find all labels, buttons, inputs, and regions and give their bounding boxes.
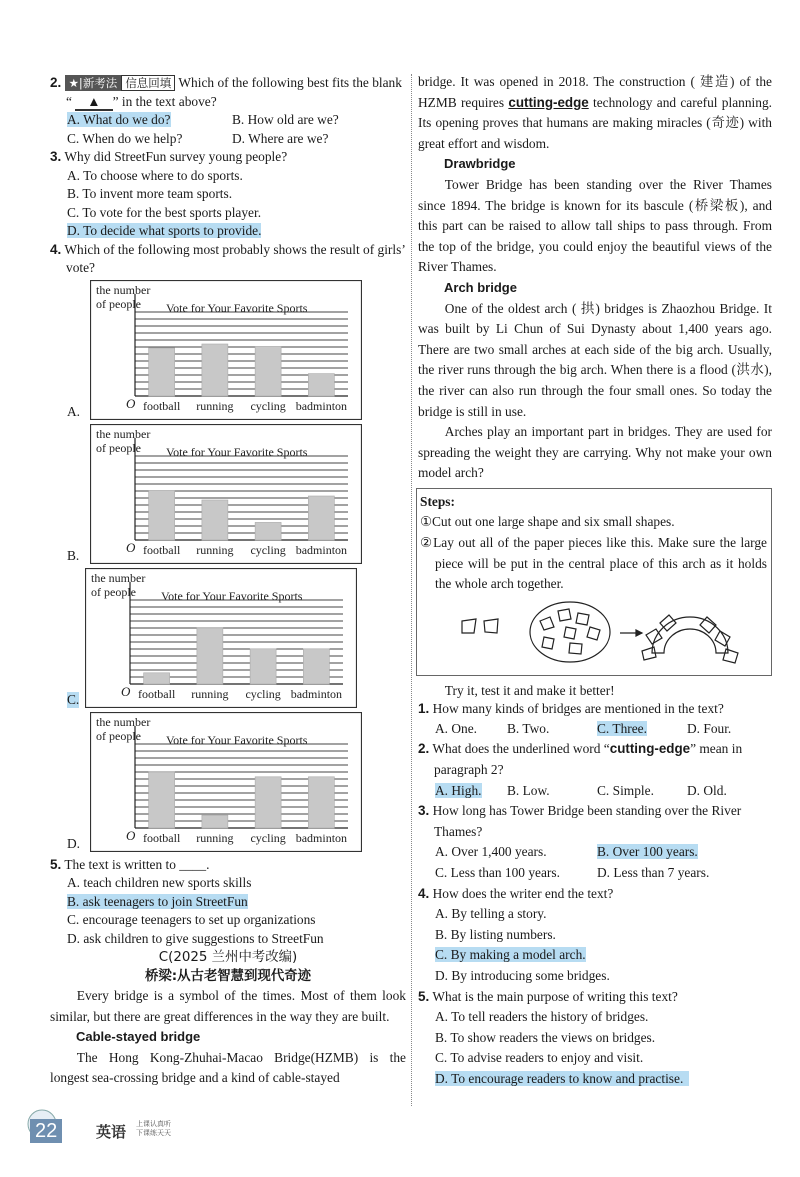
q2-options-row1: [50, 111, 406, 130]
option-a[interactable]: A. What do we do?: [67, 112, 171, 127]
paragraph-1: Every bridge is a symbol of the times. Most of them look similar, but there are great differences in the way they are built.: [50, 988, 406, 1024]
paragraph-4: One of the oldest arch ( 拱) bridges is Zhaozhou Bridge. It was built by Li Chun of Sui Dynasty about 1,400 years ago. There are two small arches at each side of the big arch. Usually, the river runs through the big arch. When there is a flood (洪水), the river can also run through the four small ones. So today the bridge is still in use.: [418, 300, 772, 419]
bar-football: [149, 490, 175, 540]
option-a[interactable]: A. To choose where to do sports.: [67, 167, 243, 183]
q3-options-row1: [418, 842, 772, 863]
steps-title: Steps:: [420, 493, 455, 509]
paragraph-5: Arches play an important part in bridges. They are used for spreading the weight they are carrying. Why not make your own model arch?: [418, 424, 772, 481]
blank-marker: ▲: [75, 94, 112, 111]
chart-letter: D.: [67, 835, 81, 851]
bar-cycling: [250, 648, 276, 683]
x-tick-label: cycling: [245, 686, 281, 701]
option-c[interactable]: C. Less than 100 years.: [435, 865, 560, 880]
bar-chart: [85, 568, 357, 708]
option-b[interactable]: B. Low.: [507, 782, 550, 798]
q2-options-row2: [50, 130, 406, 149]
bar-badminton: [308, 496, 334, 540]
paragraph-3: Tower Bridge has been standing over the River Thames since 1894. The bridge is known for its bascule (桥梁板), and this part can be raised to allow tall ships to pass through. From the top of the bridge, you could enjoy the beautiful views of the River Thames.: [418, 176, 772, 275]
chart-title: Vote for Your Favorite Sports: [166, 732, 308, 747]
option-b[interactable]: B. ask teenagers to join StreetFun: [67, 893, 248, 909]
option-b[interactable]: B. Two.: [507, 720, 550, 736]
option-d[interactable]: D. Where are we?: [232, 130, 329, 146]
column-divider: [411, 74, 412, 1106]
option-c[interactable]: C. By making a model arch.: [435, 947, 586, 963]
try-it-text: Try it, test it and make it better!: [444, 682, 615, 698]
step-2: ②Lay out all of the paper pieces like this. Make sure the large piece will be put in the central place of this arch as it holds the whole arch together.: [420, 535, 767, 592]
x-tick-label: cycling: [250, 398, 286, 413]
option-a[interactable]: A. Over 1,400 years.: [435, 844, 547, 860]
question-1-right: 1. How many kinds of bridges are mentioned in the text?: [418, 701, 724, 717]
option-b[interactable]: B. To show readers the views on bridges.: [435, 1029, 656, 1045]
bar-running: [197, 628, 223, 684]
step-1: ①Cut out one large shape and six small shapes.: [420, 514, 675, 530]
option-d[interactable]: D. Less than 7 years.: [597, 865, 710, 880]
x-tick-label: badminton: [295, 398, 348, 413]
subject-label: 英语: [96, 1123, 127, 1141]
x-tick-label: badminton: [295, 830, 348, 845]
question-5-right: 5. What is the main purpose of writing this text?: [418, 988, 678, 1004]
question-4-right: 4. How does the writer end the text?: [418, 885, 614, 901]
x-tick-label: football: [142, 398, 181, 413]
bar-football: [144, 672, 170, 683]
y-axis-label: of people: [96, 440, 141, 455]
underlined-word: cutting-edge: [508, 94, 589, 110]
footer-slogan: 上课认真听 下课练天天: [136, 1120, 171, 1137]
option-d[interactable]: D. ask children to give suggestions to StreetFun: [67, 930, 324, 946]
bar-running: [202, 500, 228, 540]
bar-chart: [90, 280, 362, 420]
x-tick-label: running: [196, 542, 234, 557]
x-tick-label: cycling: [250, 542, 286, 557]
option-a[interactable]: A. By telling a story.: [435, 906, 547, 922]
origin-label: O: [126, 539, 136, 555]
chart-title: Vote for Your Favorite Sports: [161, 588, 303, 603]
section-label: C(2025 兰州中考改编): [158, 950, 298, 965]
option-b[interactable]: B. By listing numbers.: [435, 926, 556, 942]
bar-football: [149, 348, 175, 396]
x-tick-label: badminton: [290, 686, 343, 701]
q3-options-row2: [418, 863, 772, 884]
option-c[interactable]: C. To vote for the best sports player.: [67, 204, 262, 220]
page-number: 22: [30, 1119, 62, 1143]
x-tick-label: running: [191, 686, 229, 701]
option-c[interactable]: C. When do we help?: [67, 130, 183, 146]
x-tick-label: running: [196, 830, 234, 845]
option-a[interactable]: A. High.: [435, 782, 482, 798]
y-axis-label: of people: [96, 296, 141, 311]
origin-label: O: [126, 827, 136, 843]
section-title: 桥梁:从古老智慧到现代奇迹: [144, 969, 312, 984]
chart-title: Vote for Your Favorite Sports: [166, 444, 308, 459]
bar-football: [149, 772, 175, 828]
option-d[interactable]: D. To decide what sports to provide.: [67, 223, 262, 238]
question-3-left: 3. Why did StreetFun survey young people?: [50, 149, 288, 164]
left-column: [50, 74, 406, 1089]
bar-cycling: [255, 776, 281, 827]
question-5-left: 5. The text is written to ____.: [50, 856, 210, 872]
chart-option-a[interactable]: [50, 280, 406, 422]
y-axis-label: of people: [96, 728, 141, 743]
x-tick-label: football: [142, 542, 181, 557]
y-axis-label: the number: [96, 426, 151, 441]
bar-badminton: [308, 776, 334, 827]
paragraph-2-cont: bridge. It was opened in 2018. The construction ( 建造) of the HZMB requires cutting-edge technology and careful planning. Its opening proves that humans are making miracles (奇迹) with great effort and wisdom.: [418, 74, 773, 151]
bar-badminton: [303, 648, 329, 683]
option-d[interactable]: D. Four.: [687, 720, 732, 736]
x-tick-label: football: [137, 686, 176, 701]
q1-options: [418, 719, 772, 740]
option-d[interactable]: D. Old.: [687, 782, 727, 798]
x-tick-label: running: [196, 398, 234, 413]
bar-chart: [90, 424, 362, 564]
info-fill-badge: 信息回填: [121, 75, 175, 91]
heading-arch-bridge: Arch bridge: [444, 279, 517, 295]
question-3-right: 3. How long has Tower Bridge been standing over the River Thames?: [418, 803, 742, 839]
chart-option-c[interactable]: [50, 568, 406, 710]
bar-cycling: [255, 522, 281, 540]
option-a[interactable]: A. teach children new sports skills: [67, 875, 252, 890]
y-axis-label: the number: [96, 282, 151, 297]
chart-letter: C.: [67, 691, 80, 707]
y-axis-label: the number: [96, 714, 151, 729]
arch-model-diagram: [420, 595, 760, 667]
chart-letter: B.: [67, 547, 80, 563]
option-b[interactable]: B. To invent more team sports.: [67, 186, 233, 201]
x-tick-label: cycling: [250, 830, 286, 845]
bar-cycling: [255, 346, 281, 396]
right-column: [418, 72, 772, 1090]
option-c[interactable]: C. Three.: [597, 720, 647, 736]
option-c[interactable]: C. Simple.: [597, 782, 654, 798]
option-c[interactable]: C. encourage teenagers to set up organizations: [67, 912, 316, 927]
option-a[interactable]: A. To tell readers the history of bridges.: [435, 1009, 649, 1025]
option-b[interactable]: B. How old are we?: [232, 112, 339, 127]
option-c[interactable]: C. To advise readers to enjoy and visit.: [435, 1050, 644, 1066]
y-axis-label: of people: [91, 584, 136, 599]
option-b[interactable]: B. Over 100 years.: [597, 844, 698, 860]
heading-cable-stayed: Cable-stayed bridge: [76, 1029, 201, 1045]
question-2-left: 2. ★|新考法 信息回填 Which of the following best fits the blank “ ▲ ” in the text above?: [50, 75, 402, 109]
x-tick-label: badminton: [295, 542, 348, 557]
chart-option-d[interactable]: [50, 712, 406, 854]
x-tick-label: football: [142, 830, 181, 845]
option-d[interactable]: D. By introducing some bridges.: [435, 967, 610, 983]
chart-letter: A.: [67, 403, 81, 419]
origin-label: O: [121, 683, 131, 699]
steps-box: [416, 488, 772, 676]
chart-option-b[interactable]: [50, 424, 406, 566]
bar-chart: [90, 712, 362, 852]
bar-running: [202, 344, 228, 396]
paragraph-2: The Hong Kong-Zhuhai-Macao Bridge(HZMB) is the longest sea-crossing bridge and a kind of cable-stayed: [50, 1049, 406, 1086]
y-axis-label: the number: [91, 570, 146, 585]
q2-options: [418, 781, 772, 802]
bar-running: [202, 815, 228, 828]
question-4-left: 4. Which of the following most probably shows the result of girls’ vote?: [50, 241, 405, 275]
option-d[interactable]: D. To encourage readers to know and practise.: [435, 1071, 689, 1086]
heading-drawbridge: Drawbridge: [444, 156, 516, 172]
chart-title: Vote for Your Favorite Sports: [166, 300, 308, 315]
bar-badminton: [308, 373, 334, 395]
option-a[interactable]: A. One.: [435, 720, 478, 736]
new-exam-badge: ★|新考法: [65, 75, 122, 91]
origin-label: O: [126, 395, 136, 411]
question-2-right: 2. What does the underlined word “cutting-edge” mean in paragraph 2?: [418, 741, 743, 778]
